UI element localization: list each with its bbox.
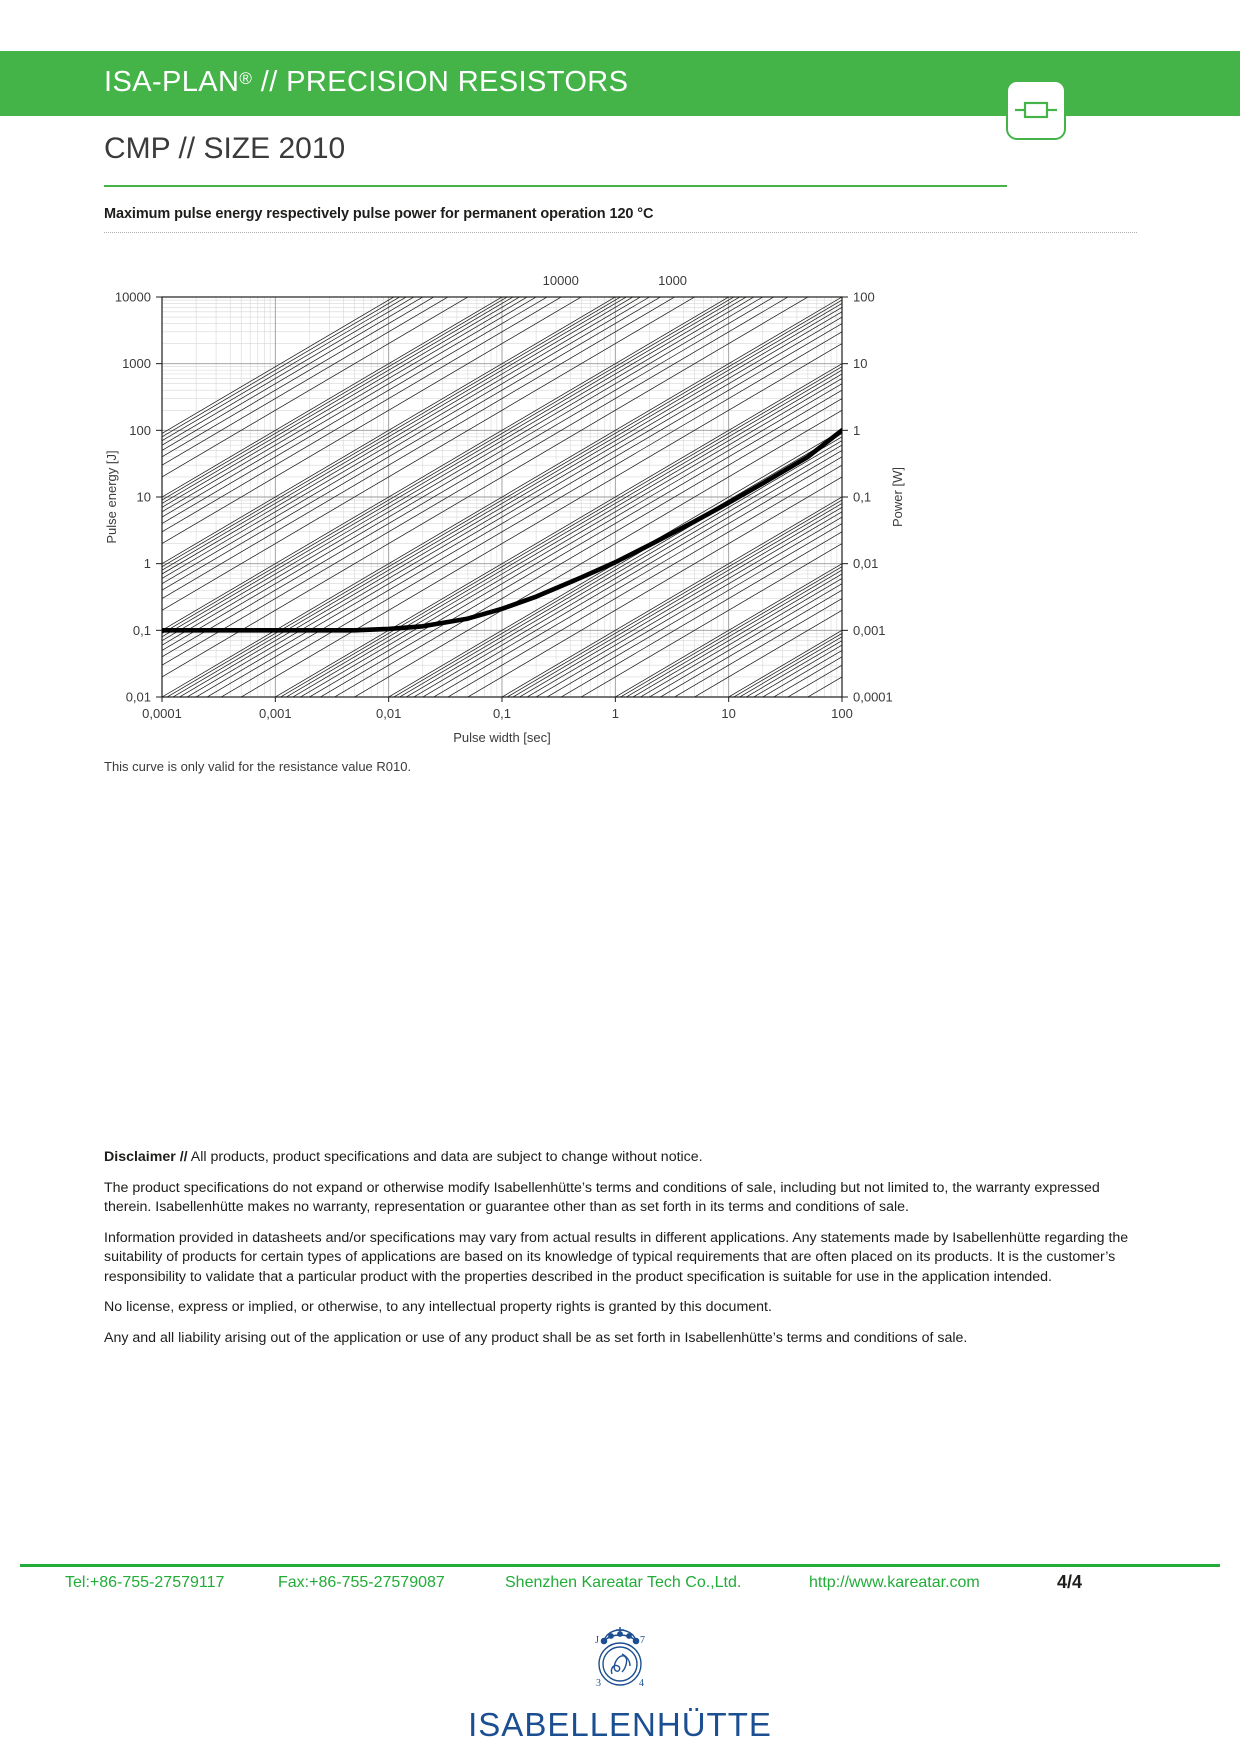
disclaimer-lead-text: All products, product specifications and data are subject to change without notice. (187, 1149, 703, 1165)
brand-name: ISABELLENHÜTTE (468, 1706, 772, 1743)
svg-text:0,01: 0,01 (376, 706, 402, 721)
disclaimer-paragraph: No license, express or implied, or otherwise, to any intellectual property rights is granted by this document. (104, 1299, 772, 1315)
section-dotted-divider (104, 232, 1137, 233)
svg-text:10000: 10000 (542, 273, 579, 288)
title-divider (104, 185, 1007, 187)
disclaimer-block (104, 1148, 1137, 1359)
svg-text:0,0001: 0,0001 (853, 689, 893, 705)
svg-text:10: 10 (721, 706, 736, 721)
disclaimer-paragraph: Any and all liability arising out of the application or use of any product shall be as set forth in Isabellenhütte’s terms and conditions of sale. (104, 1329, 968, 1346)
crest-digit: 7 (640, 1635, 645, 1646)
header-brand-title (104, 66, 628, 99)
chart-note: This curve is only valid for the resistance value R010. (104, 759, 412, 774)
header-brand-name: ISA-PLAN (104, 66, 240, 98)
svg-text:10: 10 (853, 356, 868, 372)
svg-text:10000: 10000 (114, 289, 151, 305)
svg-text:0,001: 0,001 (853, 622, 886, 638)
pulse-energy-chart (100, 262, 960, 762)
svg-text:0,1: 0,1 (492, 706, 512, 721)
footer-divider (20, 1564, 1220, 1567)
svg-text:0,01: 0,01 (853, 556, 879, 572)
page-number: 4/4 (1057, 1572, 1083, 1592)
footer-fax: Fax:+86-755-27579087 (278, 1574, 445, 1591)
svg-text:0,01: 0,01 (125, 689, 151, 705)
disclaimer-lead (104, 1148, 1137, 1168)
svg-text:0,0001: 0,0001 (142, 706, 182, 721)
section-heading: Maximum pulse energy respectively pulse power for permanent operation 120 °C (104, 206, 654, 222)
svg-text:Pulse energy [J]: Pulse energy [J] (104, 450, 119, 544)
svg-text:Power [W]: Power [W] (890, 467, 905, 527)
svg-text:0,1: 0,1 (132, 622, 151, 638)
svg-text:1000: 1000 (658, 273, 688, 288)
footer-telephone: Tel:+86-755-27579117 (65, 1574, 225, 1591)
brand-logo (0, 1624, 1240, 1744)
footer-website-link[interactable]: http://www.kareatar.com (809, 1574, 980, 1591)
svg-text:0,001: 0,001 (259, 706, 292, 721)
svg-text:0,1: 0,1 (853, 489, 872, 505)
crest-digit: 3 (596, 1678, 601, 1689)
resistor-icon (1006, 80, 1066, 140)
disclaimer-label: Disclaimer // (104, 1149, 188, 1165)
footer-contact-row (20, 1572, 1220, 1602)
crest-digit: J (595, 1635, 599, 1646)
svg-text:10: 10 (136, 489, 151, 505)
registered-mark-icon: ® (239, 69, 253, 88)
footer-company: Shenzhen Kareatar Tech Co.,Ltd. (505, 1574, 742, 1591)
svg-text:1: 1 (853, 422, 861, 438)
header-brand-suffix: // PRECISION RESISTORS (252, 66, 629, 98)
svg-text:Pulse width [sec]: Pulse width [sec] (453, 730, 551, 745)
disclaimer-paragraph: The product specifications do not expand or otherwise modify Isabellenhütte’s terms and conditions of sale, including but not limited to, the warranty expressed therein. Isabellenhütte makes no warranty, representation or guarantee other than as set forth in its terms and conditions of sale. (104, 1179, 1100, 1215)
svg-text:1: 1 (143, 556, 151, 572)
svg-text:100: 100 (831, 706, 853, 721)
svg-text:100: 100 (129, 422, 151, 438)
svg-text:1: 1 (611, 706, 619, 721)
svg-text:1000: 1000 (122, 356, 151, 372)
isabellenhuette-crest-icon (560, 1624, 680, 1702)
svg-text:100: 100 (853, 289, 875, 305)
disclaimer-paragraph: Information provided in datasheets and/or specifications may vary from actual results in different applications. Any statements made by Isabellenhütte regarding the suitability of products for certain types of applications are based on its knowledge of typical requirements that are often placed on its products. It is the customer’s responsibility to validate that a particular product with the properties described in the product specification is suitable for use in the application intended. (104, 1229, 1129, 1285)
crest-digit: 4 (639, 1678, 644, 1689)
page-title: CMP // SIZE 2010 (104, 132, 346, 165)
